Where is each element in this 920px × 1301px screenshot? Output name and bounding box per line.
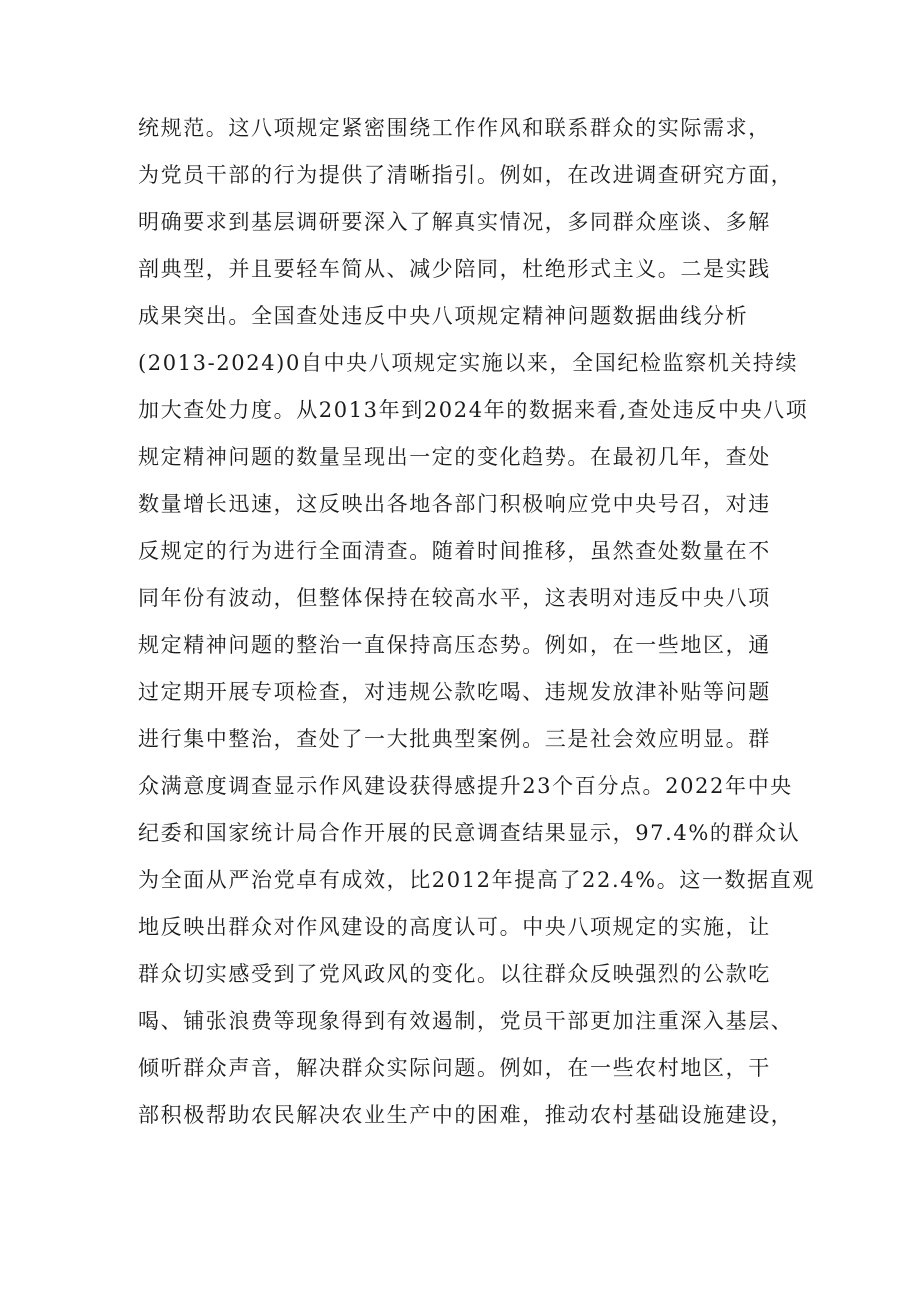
body-text (138, 105, 815, 1139)
text-line-17: 为全面从严治党卓有成效，比2012年提高了22.4%。这一数据直观 (138, 868, 815, 892)
text-line-1: 统规范。这八项规定紧密围绕工作作风和联系群众的实际需求， (138, 116, 771, 140)
text-line-8: 规定精神问题的数量呈现出一定的变化趋势。在最初几年，查处 (138, 445, 771, 469)
text-line-12: 规定精神问题的整治一直保持高压态势。例如，在一些地区，通 (138, 633, 771, 657)
text-line-18: 地反映出群众对作风建设的高度认可。中央八项规定的实施，让 (138, 915, 771, 939)
text-line-15: 众满意度调查显示作风建设获得感提升23个百分点。2022年中央 (138, 774, 793, 798)
text-line-14: 进行集中整治，查处了一大批典型案例。三是社会效应明显。群 (138, 727, 771, 751)
text-line-11: 同年份有波动，但整体保持在较高水平，这表明对违反中央八项 (138, 586, 771, 610)
text-line-2: 为党员干部的行为提供了清晰指引。例如，在改进调查研究方面， (138, 163, 794, 187)
text-line-9: 数量增长迅速，这反映出各地各部门积极响应党中央号召，对违 (138, 492, 771, 516)
text-line-19: 群众切实感受到了党风政风的变化。以往群众反映强烈的公款吃 (138, 962, 771, 986)
text-line-22: 部积极帮助农民解决农业生产中的困难，推动农村基础设施建设， (138, 1103, 794, 1127)
text-line-21: 倾听群众声音，解决群众实际问题。例如，在一些农村地区，干 (138, 1056, 771, 1080)
text-line-16: 纪委和国家统计局合作开展的民意调查结果显示，97.4%的群众认 (138, 821, 801, 845)
text-line-20: 喝、铺张浪费等现象得到有效遏制，党员干部更加注重深入基层、 (138, 1009, 794, 1033)
text-line-6: (2013-2024)0自中央八项规定实施以来，全国纪检监察机关持续 (138, 351, 799, 375)
text-line-13: 过定期开展专项检查，对违规公款吃喝、违规发放津补贴等问题 (138, 680, 771, 704)
text-line-3: 明确要求到基层调研要深入了解真实情况，多同群众座谈、多解 (138, 210, 771, 234)
text-line-5: 成果突出。全国查处违反中央八项规定精神问题数据曲线分析 (138, 304, 749, 328)
text-line-7: 加大查处力度。从2013年到2024年的数据来看,查处违反中央八项 (138, 398, 809, 422)
text-line-10: 反规定的行为进行全面清查。随着时间推移，虽然查处数量在不 (138, 539, 771, 563)
text-line-4: 剖典型，并且要轻车简从、减少陪同，杜绝形式主义。二是实践 (138, 257, 771, 281)
